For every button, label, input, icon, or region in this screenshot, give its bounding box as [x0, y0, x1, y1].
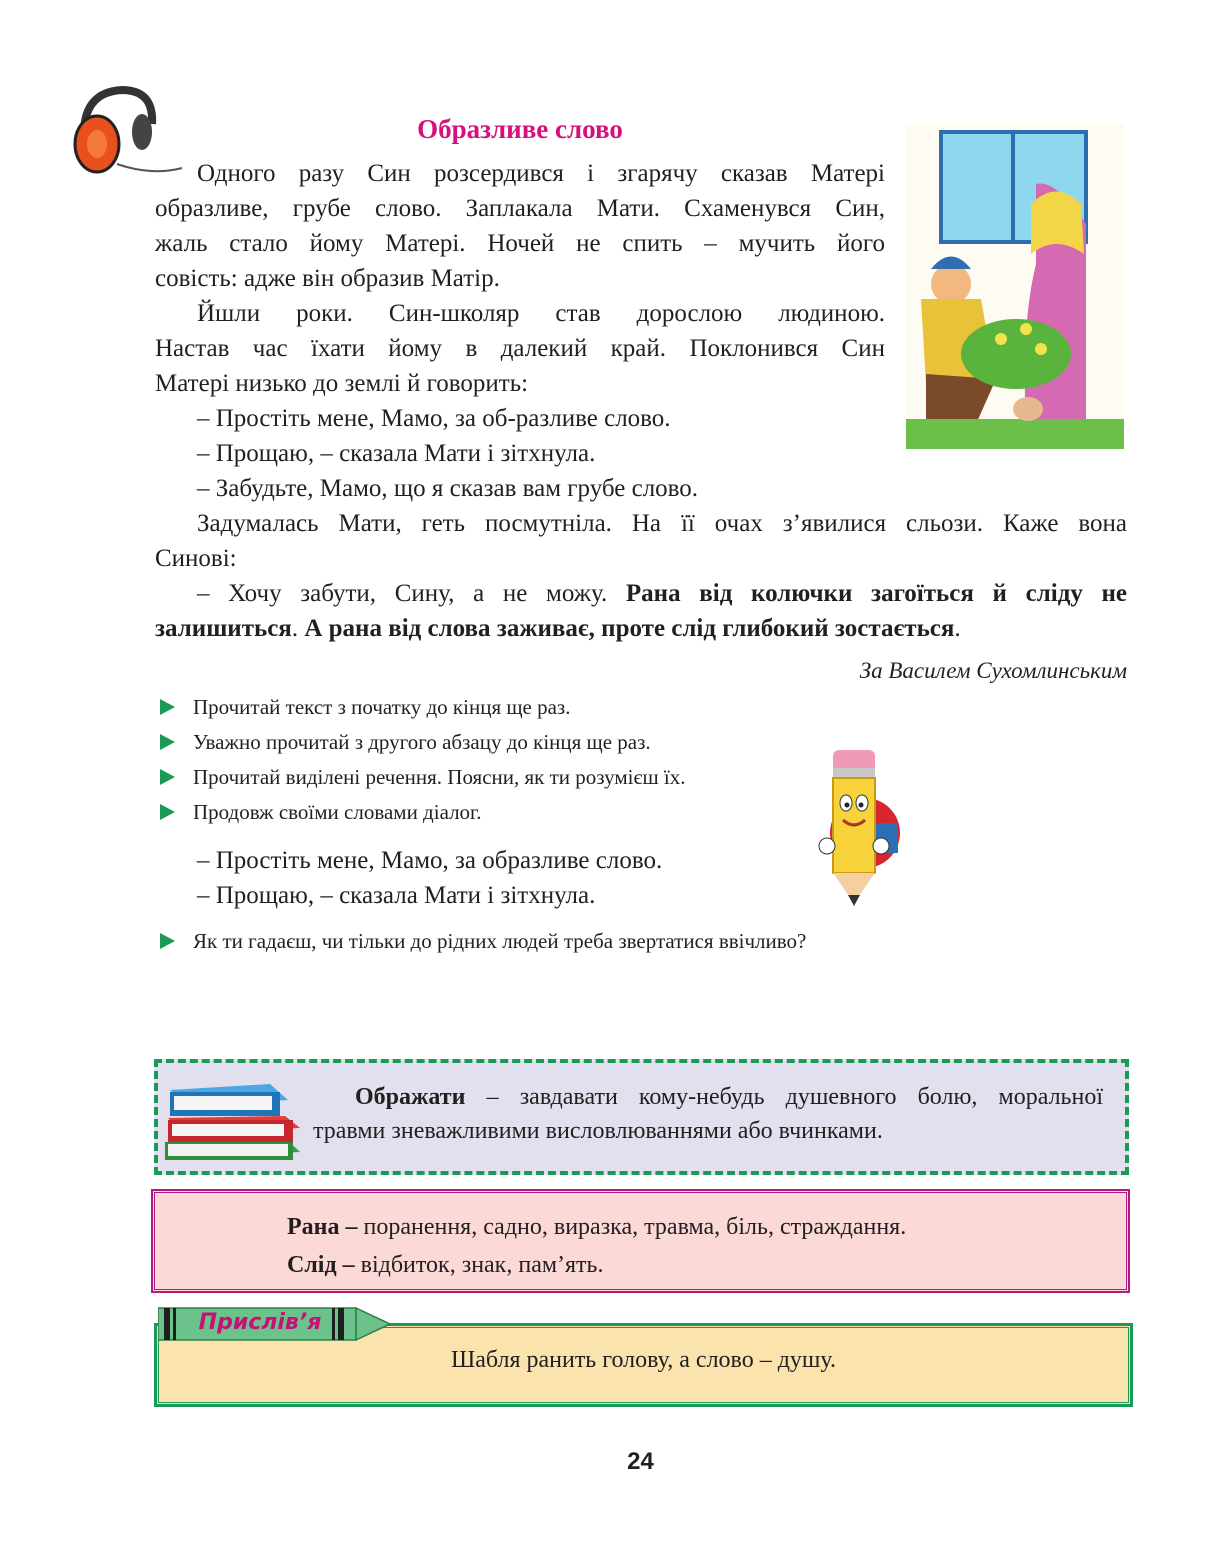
question-item: Як ти гадаєш, чи тільки до рідних людей треба звертатися ввічливо?: [160, 929, 806, 954]
story-line: Настав час їхати йому в далекий край. Поклонився Син: [155, 335, 885, 362]
page-number: 24: [627, 1448, 654, 1475]
definition-text: – завдавати кому-небудь душевного болю, моральної: [465, 1084, 1103, 1110]
bullet-arrow-icon: [160, 933, 175, 949]
highlighted-sentence: Рана від колючки загоїться й сліду не: [625, 580, 1128, 607]
story-line: Одного разу Син розсердився і згарячу сказав Матері: [197, 160, 885, 187]
story-text: .: [291, 615, 299, 642]
proverb-label: Прислів’я: [198, 1310, 322, 1335]
dialog-line: – Простіть мене, Мамо, за об-разливе слово.: [197, 405, 671, 432]
task-item: Прочитай виділені речення. Поясни, як ти розумієш їх.: [160, 765, 686, 790]
highlighted-sentence: залишиться: [155, 615, 292, 642]
story-line: Задумалась Мати, геть посмутніла. На її очах з’явилися сльози. Каже вона: [197, 510, 1127, 537]
story-line: образливе, грубе слово. Заплакала Мати. Схаменувся Син,: [155, 195, 885, 222]
dialog-line: – Прощаю, – сказала Мати і зітхнула.: [197, 882, 596, 909]
story-line: жаль стало йому Матері. Ночей не спить – мучить його: [155, 230, 885, 257]
highlighted-sentence: А рана від слова заживає, проте слід глибокий зостається: [304, 615, 955, 642]
story-line: Матері низько до землі й говорить:: [155, 370, 529, 397]
task-item: Продовж своїми словами діалог.: [160, 800, 482, 825]
bullet-arrow-icon: [160, 699, 175, 715]
bullet-arrow-icon: [160, 804, 175, 820]
story-line: Йшли роки. Син-школяр став дорослою людиною.: [197, 300, 885, 327]
pencil-character-icon: [815, 738, 905, 910]
bullet-arrow-icon: [160, 769, 175, 785]
proverb-text: Шабля ранить голову, а слово – душу.: [450, 1347, 837, 1373]
synonym-row: Слід – відбиток, знак, пам’ять.: [287, 1252, 604, 1278]
story-line: совість: адже він образив Матір.: [155, 265, 500, 292]
dialog-line: – Забудьте, Мамо, що я сказав вам грубе слово.: [197, 475, 699, 502]
definition-term: Ображати: [355, 1084, 466, 1110]
story-text: .: [954, 615, 961, 642]
synonym-row: Рана – поранення, садно, виразка, травма, біль, страждання.: [287, 1214, 907, 1240]
bullet-arrow-icon: [160, 734, 175, 750]
dialog-line: – Простіть мене, Мамо, за образливе слово.: [197, 847, 663, 874]
story-text: – Хочу забути, Сину, а не можу.: [197, 580, 608, 607]
dialog-line: – Прощаю, – сказала Мати і зітхнула.: [197, 440, 596, 467]
definition-text: травми зневажливими висловлюваннями або вчинками.: [313, 1118, 883, 1144]
task-item: Уважно прочитай з другого абзацу до кінця ще раз.: [160, 730, 651, 755]
son-mother-illustration: [906, 124, 1124, 449]
author-credit: За Василем Сухомлинським: [859, 658, 1127, 683]
story-title: Образливе слово: [417, 114, 623, 144]
task-item: Прочитай текст з початку до кінця ще раз.: [160, 695, 570, 720]
books-icon: [160, 1080, 302, 1170]
story-line: Синові:: [155, 545, 237, 572]
